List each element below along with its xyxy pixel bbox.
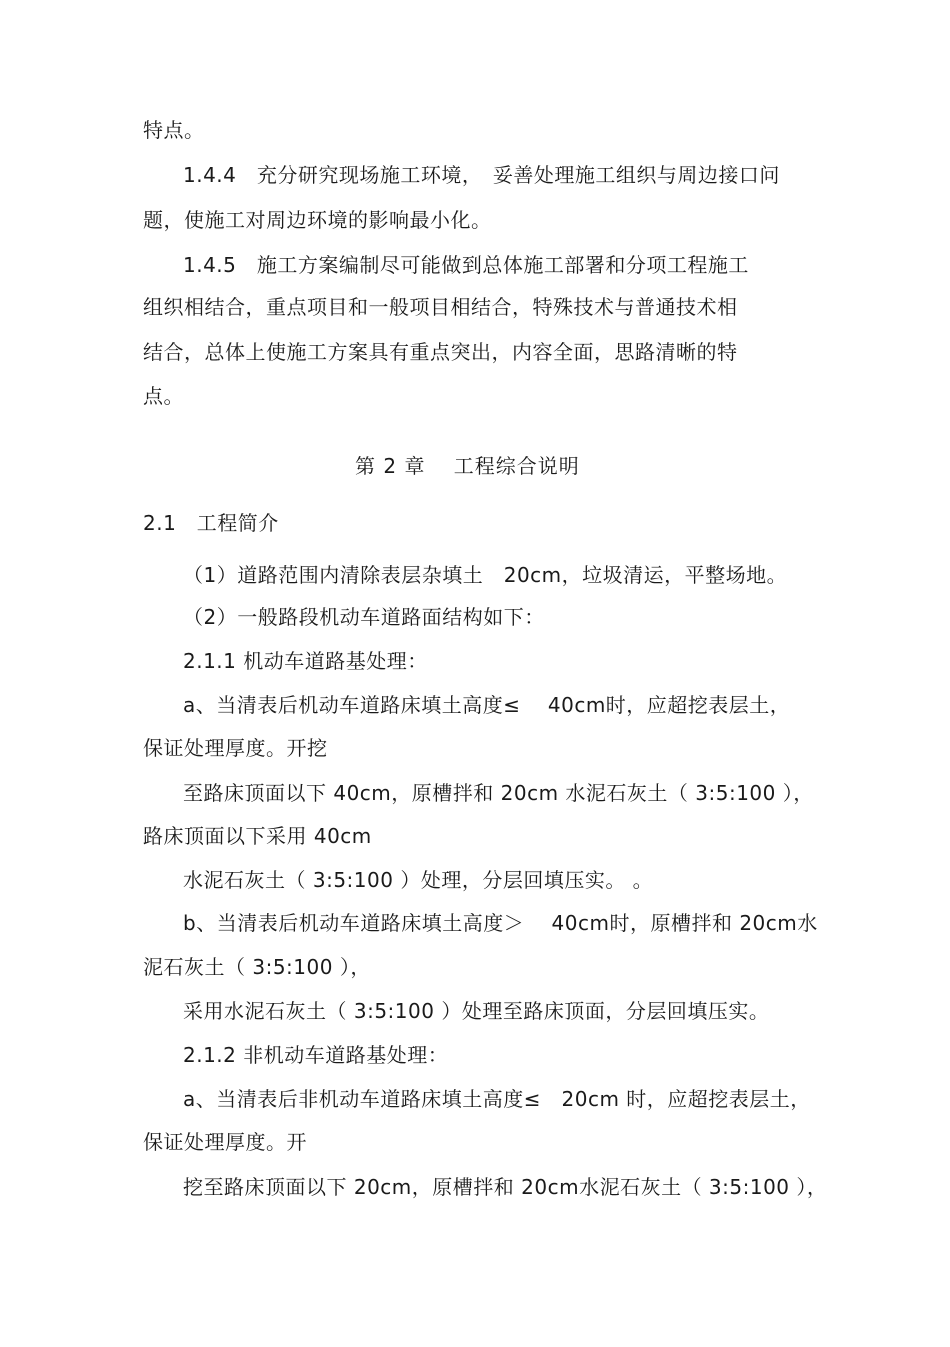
- paragraph-line: 特点。: [143, 118, 205, 142]
- paragraph-line: 1.4.4 充分研究现场施工环境， 妥善处理施工组织与周边接口问: [183, 163, 780, 187]
- paragraph-line: 点。: [143, 384, 184, 408]
- paragraph-line: a、当清表后非机动车道路床填土高度≤ 20cm 时，应超挖表层土，: [183, 1087, 811, 1111]
- paragraph-line: 结合，总体上使施工方案具有重点突出，内容全面，思路清晰的特: [143, 340, 738, 364]
- subsection-heading: 2.1.2 非机动车道路基处理：: [183, 1043, 449, 1067]
- chapter-heading: 第 2 章 工程综合说明: [355, 454, 580, 478]
- paragraph-line: 保证处理厚度。开: [143, 1130, 307, 1154]
- section-heading: 2.1 工程简介: [143, 511, 279, 535]
- paragraph-line: 水泥石灰土（ 3:5:100 ）处理，分层回填压实。 。: [183, 868, 654, 892]
- paragraph-line: 题，使施工对周边环境的影响最小化。: [143, 208, 492, 232]
- subsection-heading: 2.1.1 机动车道路基处理：: [183, 649, 428, 673]
- paragraph-line: （2）一般路段机动车道路面结构如下：: [183, 605, 545, 629]
- paragraph-line: 路床顶面以下采用 40cm: [143, 824, 372, 848]
- paragraph-line: 泥石灰土（ 3:5:100 ），: [143, 955, 371, 979]
- paragraph-line: a、当清表后机动车道路床填土高度≤ 40cm时，应超挖表层土，: [183, 693, 791, 717]
- paragraph-line: 至路床顶面以下 40cm，原槽拌和 20cm 水泥石灰土（ 3:5:100 ），: [183, 781, 814, 805]
- paragraph-line: 保证处理厚度。开挖: [143, 736, 328, 760]
- paragraph-line: 采用水泥石灰土（ 3:5:100 ）处理至路床顶面，分层回填压实。: [183, 999, 770, 1023]
- paragraph-line: （1）道路范围内清除表层杂填土 20cm，垃圾清运，平整场地。: [183, 563, 788, 587]
- paragraph-line: 组织相结合，重点项目和一般项目相结合，特殊技术与普通技术相: [143, 295, 738, 319]
- paragraph-line: 1.4.5 施工方案编制尽可能做到总体施工部署和分项工程施工: [183, 253, 749, 277]
- paragraph-line: 挖至路床顶面以下 20cm，原槽拌和 20cm水泥石灰土（ 3:5:100 ），: [183, 1175, 828, 1199]
- paragraph-line: b、当清表后机动车道路床填土高度＞ 40cm时，原槽拌和 20cm水: [183, 911, 818, 935]
